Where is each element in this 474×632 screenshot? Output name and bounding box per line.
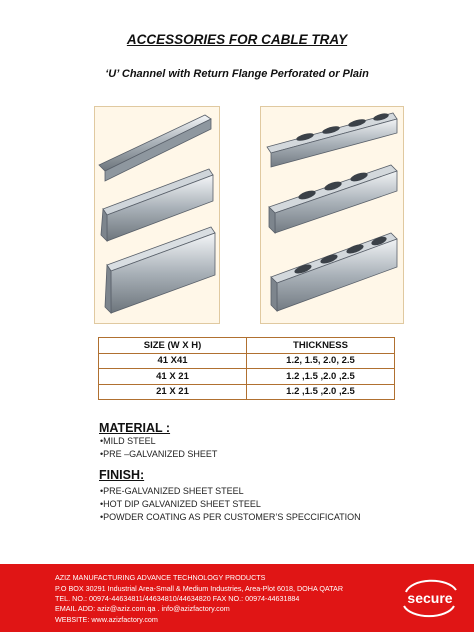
secure-logo xyxy=(398,578,462,618)
table-cell-thickness: 1.2 ,1.5 ,2.0 ,2.5 xyxy=(247,369,395,385)
table-cell-size: 41 X41 xyxy=(99,353,247,369)
page-subtitle: ‘U’ Channel with Return Flange Perforated or Plain xyxy=(105,68,369,80)
finish-item: •HOT DIP GALVANIZED SHEET STEEL xyxy=(100,499,261,509)
channel-plain-3 xyxy=(105,227,215,313)
footer-email[interactable]: EMAIL ADD: aziz@aziz.com.qa . info@azizfactory.com xyxy=(55,604,230,613)
footer-phone: TEL. NO.: 00974-44634811/44634810/44634820 FAX NO.: 00974-44631884 xyxy=(55,594,300,603)
table-cell-size: 41 X 21 xyxy=(99,369,247,385)
channel-plain-1 xyxy=(99,115,211,181)
material-item: •PRE –GALVANIZED SHEET xyxy=(100,449,218,459)
table-cell-thickness: 1.2 ,1.5 ,2.0 ,2.5 xyxy=(247,384,395,400)
table-row xyxy=(99,384,395,400)
table-cell-size: 21 X 21 xyxy=(99,384,247,400)
footer-company: AZIZ MANUFACTURING ADVANCE TECHNOLOGY PRODUCTS xyxy=(55,573,266,582)
channel-perforated-2 xyxy=(269,165,397,233)
channel-plain-2 xyxy=(101,169,213,241)
channel-perforated-1 xyxy=(267,112,397,167)
material-item: •MILD STEEL xyxy=(100,436,156,446)
footer-website[interactable]: WEBSITE: www.azizfactory.com xyxy=(55,615,158,624)
perforated-channel-photo xyxy=(260,106,404,324)
size-thickness-table xyxy=(98,337,395,400)
secure-logo-text: secure xyxy=(407,590,453,606)
table-header-row xyxy=(99,338,395,354)
plain-channel-photo xyxy=(94,106,220,324)
table-row xyxy=(99,369,395,385)
footer-address: P.O BOX 30291 Industrial Area-Small & Medium Industries, Area-Plot 6018, DOHA QATAR xyxy=(55,584,344,593)
table-cell-thickness: 1.2, 1.5, 2.0, 2.5 xyxy=(247,353,395,369)
finish-heading: FINISH: xyxy=(99,468,145,482)
finish-item: •POWDER COATING AS PER CUSTOMER’S SPECCIFICATION xyxy=(100,512,361,522)
material-heading: MATERIAL : xyxy=(99,421,171,435)
column-header-size: SIZE (W X H) xyxy=(99,338,247,354)
page-title: ACCESSORIES FOR CABLE TRAY xyxy=(126,32,348,47)
finish-item: •PRE-GALVANIZED SHEET STEEL xyxy=(100,486,244,496)
column-header-thickness: THICKNESS xyxy=(247,338,395,354)
table-row xyxy=(99,353,395,369)
channel-perforated-3 xyxy=(271,233,397,311)
